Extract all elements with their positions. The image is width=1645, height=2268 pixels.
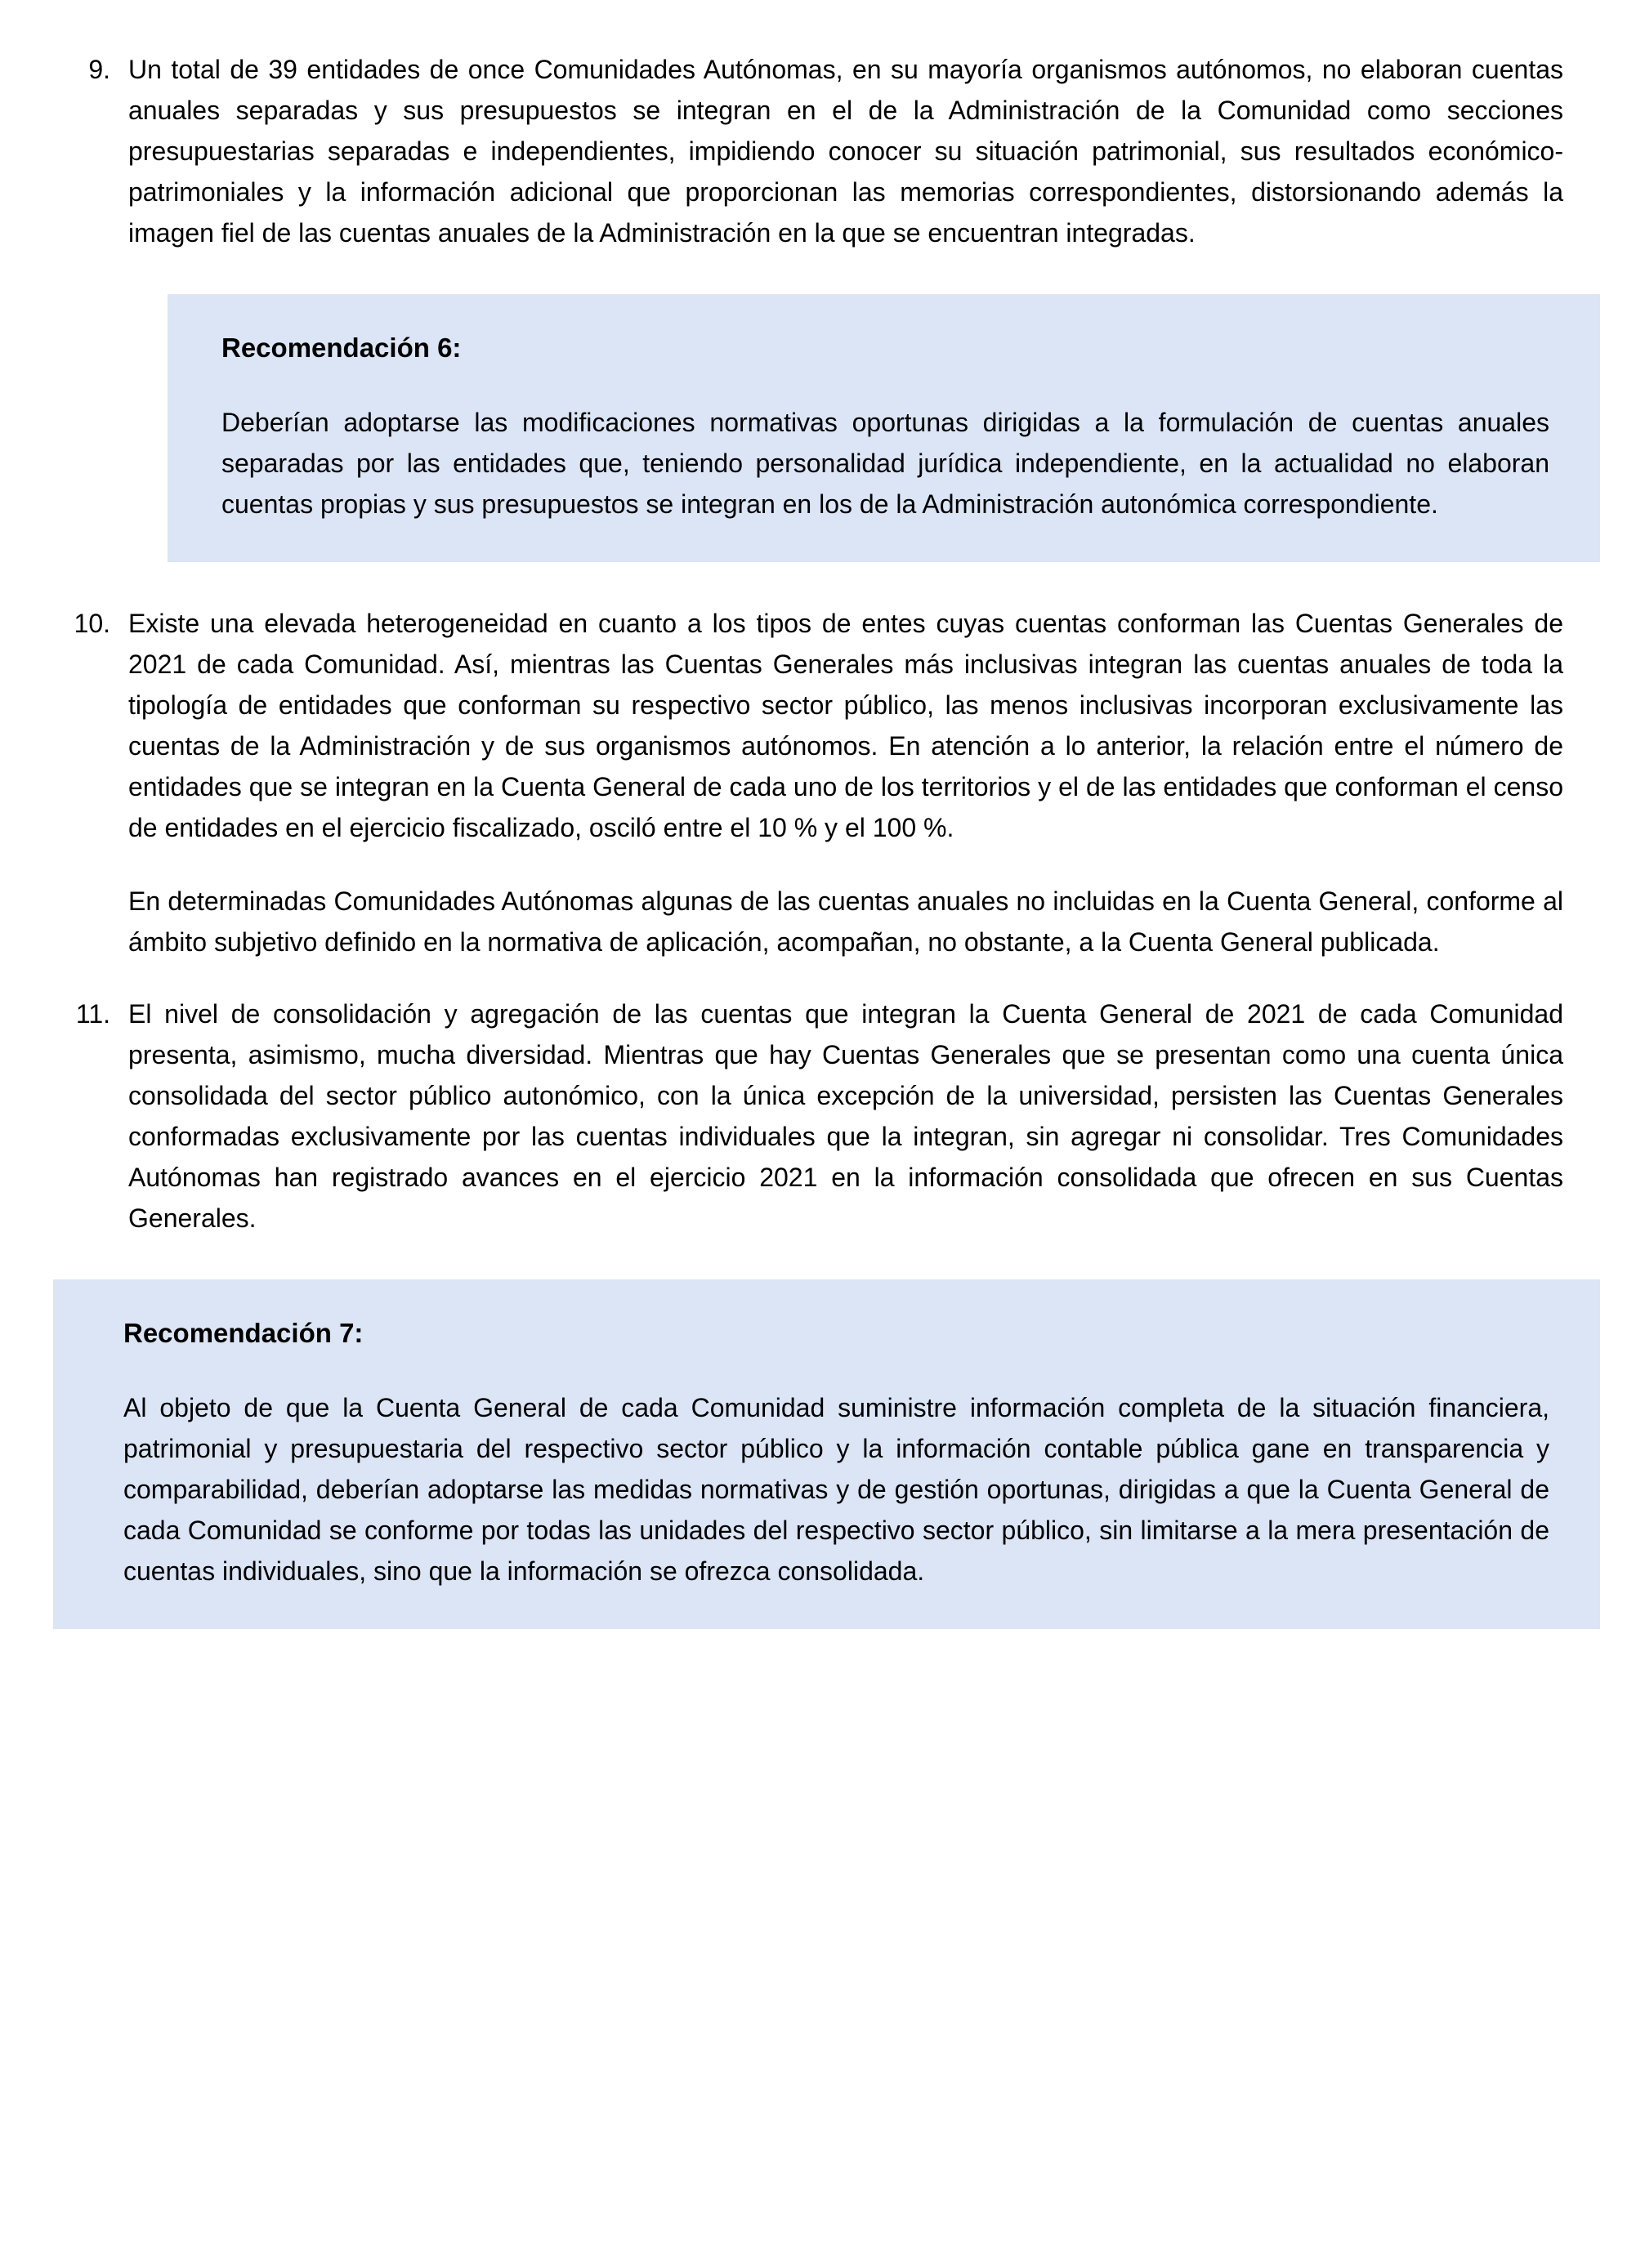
spacer [69, 1239, 1563, 1279]
list-item [69, 993, 1563, 1239]
list-item-body [128, 49, 1563, 253]
recommendation-title: Recomendación 6: [221, 333, 462, 363]
list-item-number: 11. [75, 999, 110, 1029]
list-item-body [128, 993, 1563, 1239]
list-item [69, 49, 1563, 253]
list-item-number: 9. [88, 55, 110, 84]
recommendation-box-7 [53, 1279, 1600, 1629]
paragraph: En determinadas Comunidades Autónomas algunas de las cuentas anuales no incluidas en la Cuenta General, conforme al ámbito subjetivo definido en la normativa de aplicación, acompañan, no obstante, a la Cuenta General publicada. [128, 886, 1563, 957]
recommendation-title: Recomendación 7: [123, 1318, 364, 1348]
recommendation-text: Deberían adoptarse las modificaciones normativas oportunas dirigidas a la formulación de cuentas anuales separadas por las entidades que, teniendo personalidad jurídica independiente, en la actualidad no elaboran cuentas propias y sus presupuestos se integran en los de la Administración autonómica correspondiente. [221, 408, 1549, 519]
paragraph: El nivel de consolidación y agregación de las cuentas que integran la Cuenta General de 2021 de cada Comunidad presenta, asimismo, mucha diversidad. Mientras que hay Cuentas Generales que se presentan como una cuenta única consolidada del sector público autonómico, con la única excepción de la universidad, persisten las Cuentas Generales conformadas exclusivamente por las cuentas individuales que la integran, sin agregar ni consolidar. Tres Comunidades Autónomas han registrado avances en el ejercicio 2021 en la información consolidada que ofrecen en sus Cuentas Generales. [128, 999, 1563, 1233]
list-item [69, 603, 1563, 962]
spacer [69, 962, 1563, 993]
recommendation-box-6 [168, 294, 1600, 562]
list-item-number: 10. [74, 609, 110, 638]
spacer [69, 253, 1563, 294]
paragraph: Un total de 39 entidades de once Comunidades Autónomas, en su mayoría organismos autónomos, no elaboran cuentas anuales separadas y sus presupuestos se integran en el de la Administración de la Comunidad como secciones presupuestarias separadas e independientes, impidiendo conocer su situación patrimonial, sus resultados económico-patrimoniales y la información adicional que proporcionan las memorias correspondientes, distorsionando además la imagen fiel de las cuentas anuales de la Administración en la que se encuentran integradas. [128, 55, 1563, 248]
paragraph: Existe una elevada heterogeneidad en cuanto a los tipos de entes cuyas cuentas conforman las Cuentas Generales de 2021 de cada Comunidad. Así, mientras las Cuentas Generales más inclusivas integran las cuentas anuales de toda la tipología de entidades que conforman su respectivo sector público, las menos inclusivas incorporan exclusivamente las cuentas de la Administración y de sus organismos autónomos. En atención a lo anterior, la relación entre el número de entidades que se integran en la Cuenta General de cada uno de los territorios y el de las entidades que conforman el censo de entidades en el ejercicio fiscalizado, osciló entre el 10 % y el 100 %. [128, 609, 1563, 842]
list-item-body [128, 603, 1563, 962]
spacer [69, 562, 1563, 603]
recommendation-text: Al objeto de que la Cuenta General de cada Comunidad suministre información completa de la situación financiera, patrimonial y presupuestaria del respectivo sector público y la información contable pública gane en transparencia y comparabilidad, deberían adoptarse las medidas normativas y de gestión oportunas, dirigidas a que la Cuenta General de cada Comunidad se conforme por todas las unidades del respectivo sector público, sin limitarse a la mera presentación de cuentas individuales, sino que la información se ofrezca consolidada. [123, 1393, 1549, 1586]
